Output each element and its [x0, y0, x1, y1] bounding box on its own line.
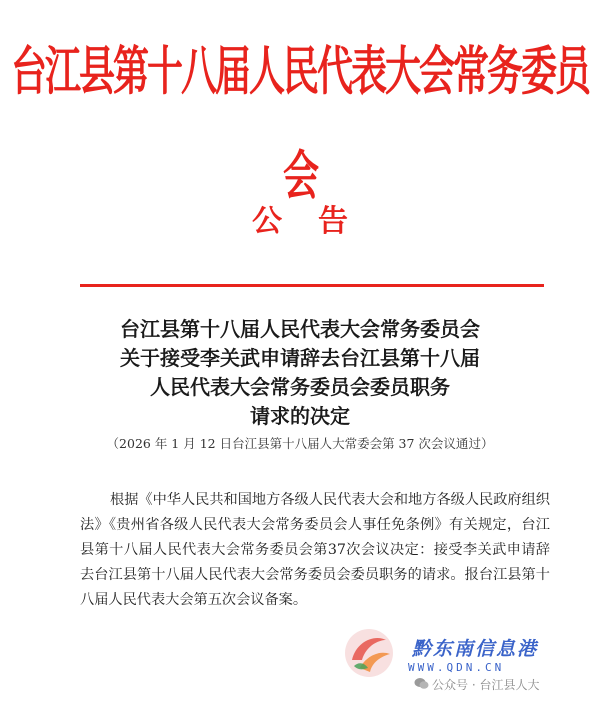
- decision-title-line: 人民代表大会常务委员会委员职务: [150, 375, 450, 399]
- wechat-icon: [414, 677, 429, 690]
- body-text: [80, 488, 550, 613]
- watermark: [338, 626, 588, 696]
- body-paragraph: 根据《中华人民共和国地方各级人民代表大会和地方各级人民政府组织法》《贵州省各级人民代表大会常务委员会人事任免条例》有关规定，台江县第十八届人民代表大会常务委员会第37次会议决定：接受李关武申请辞去台江县第十八届人民代表大会常务委员会委员职务的请求。报台江县第十八届人民代表大会第五次会议备案。: [80, 492, 550, 608]
- decision-title: [0, 315, 600, 431]
- notice-heading: 公告: [252, 204, 384, 239]
- masthead-title: 台江县第十八届人民代表大会常务委员会: [10, 41, 589, 207]
- watermark-account: 公众号 · 台江县人大: [432, 678, 540, 692]
- passed-note: （2026 年 1 月 12 日台江县第十八届人大常委会第 37 次会议通过）: [106, 436, 494, 451]
- red-divider: [80, 284, 544, 287]
- decision-title-line: 台江县第十八届人民代表大会常务委员会: [120, 317, 480, 341]
- watermark-site-name: 黔东南信息港: [412, 638, 539, 660]
- site-logo-icon: [342, 626, 396, 680]
- decision-title-line: 关于接受李关武申请辞去台江县第十八届: [120, 346, 480, 370]
- decision-title-line: 请求的决定: [250, 404, 350, 428]
- watermark-site-url: WWW.QDN.CN: [408, 661, 505, 674]
